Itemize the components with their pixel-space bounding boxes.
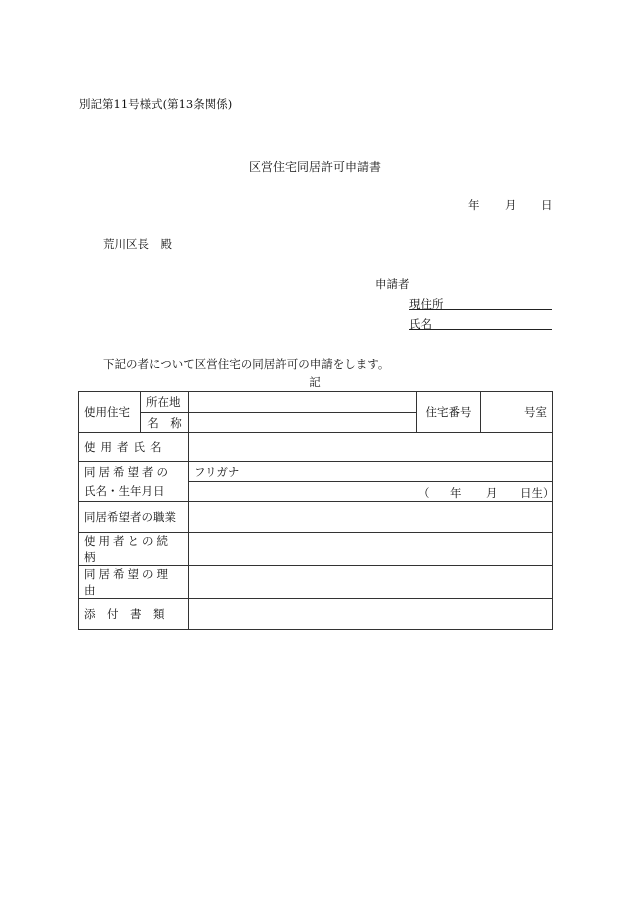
user-name-label: 使用者氏名 [79, 433, 189, 462]
housing-row-location [79, 392, 553, 413]
occupation-row [79, 502, 553, 533]
birth-day-label: 日生） [520, 485, 555, 500]
relation-row [79, 533, 553, 566]
cohabitant-name-birthdate-field[interactable] [189, 482, 553, 502]
furigana-label: フリガナ [194, 464, 240, 479]
furigana-field[interactable] [189, 462, 553, 482]
addressee: 荒川区長 殿 [103, 237, 172, 251]
relation-label: 使用者との続柄 [79, 533, 189, 566]
cohabitant-label-line1: 同居希望者の [79, 462, 189, 482]
document-title: 区営住宅同居許可申請書 [248, 160, 381, 174]
housing-name-label: 名 称 [141, 413, 189, 433]
room-label: 号室 [524, 405, 547, 419]
housing-name-field[interactable] [189, 413, 417, 433]
application-form-table [78, 391, 553, 630]
date-month-label: 月 [505, 198, 517, 212]
occupation-field[interactable] [189, 502, 553, 533]
address-field[interactable] [409, 309, 552, 310]
reason-row [79, 566, 553, 599]
user-name-row [79, 433, 553, 462]
address-label: 現住所 [409, 297, 444, 311]
date-year-label: 年 [468, 198, 480, 212]
form-number: 別記第11号様式(第13条関係) [79, 97, 233, 111]
cohabitant-row-kana [79, 462, 553, 482]
attachments-field[interactable] [189, 599, 553, 630]
attachments-label: 添 付 書 類 [79, 599, 189, 630]
ki-heading: 記 [309, 375, 321, 389]
name-field[interactable] [409, 329, 552, 330]
cohabitant-row-name [79, 482, 553, 502]
location-field[interactable] [189, 392, 417, 413]
attachments-row [79, 599, 553, 630]
occupation-label: 同居希望者の職業 [79, 502, 189, 533]
birth-open-paren: （ [418, 485, 430, 500]
intro-statement: 下記の者について区営住宅の同居許可の申請をします。 [103, 357, 390, 371]
reason-field[interactable] [189, 566, 553, 599]
user-name-field[interactable] [189, 433, 553, 462]
name-label: 氏名 [409, 317, 432, 331]
birth-month-label: 月 [486, 485, 498, 500]
housing-label: 使用住宅 [79, 392, 141, 433]
location-label: 所在地 [141, 392, 189, 413]
relation-field[interactable] [189, 533, 553, 566]
cohabitant-label-line2: 氏名・生年月日 [79, 482, 189, 502]
birth-year-label: 年 [450, 485, 462, 500]
room-number-field[interactable] [481, 392, 553, 433]
reason-label: 同居希望の理由 [79, 566, 189, 599]
house-number-label: 住宅番号 [417, 392, 481, 433]
date-day-label: 日 [541, 198, 553, 212]
applicant-label: 申請者 [375, 277, 410, 291]
